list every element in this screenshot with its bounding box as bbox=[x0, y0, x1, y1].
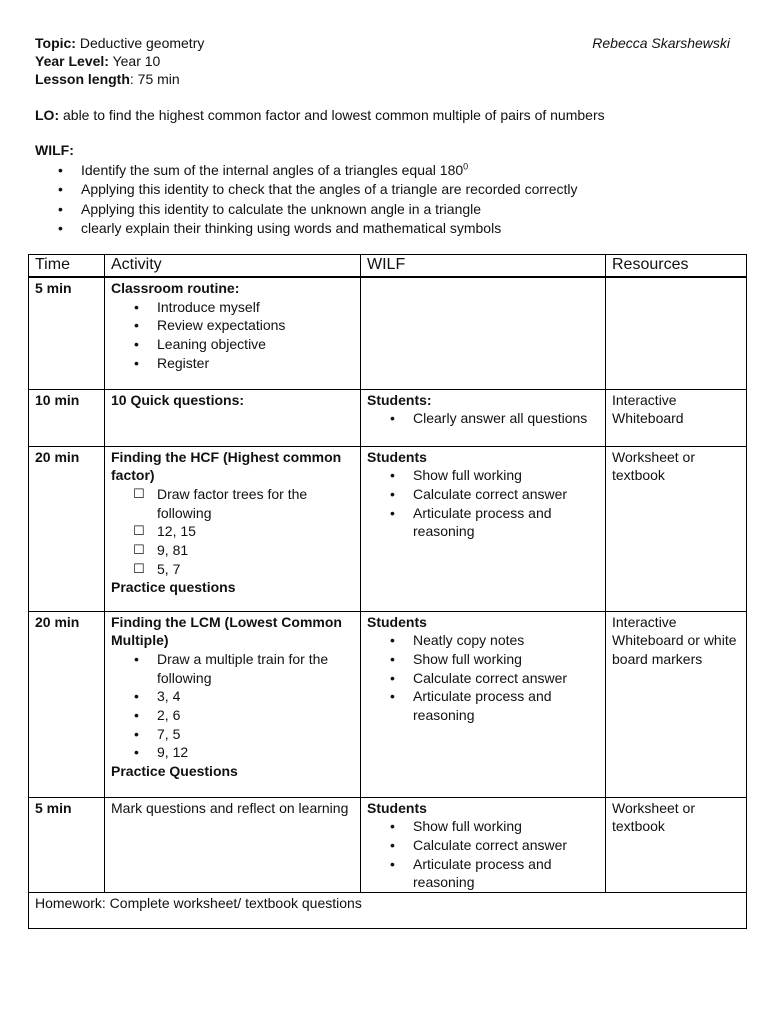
length-value: : 75 min bbox=[129, 71, 180, 87]
list-item: • Leaning objective bbox=[111, 335, 354, 354]
table-header-row bbox=[29, 255, 747, 278]
homework-row bbox=[29, 893, 747, 929]
resources-cell bbox=[606, 277, 747, 389]
header-activity: Activity bbox=[105, 255, 361, 278]
list-item: • 3, 4 bbox=[111, 687, 354, 706]
resources-cell: Interactive Whiteboard or white board markers bbox=[606, 611, 747, 797]
degree-superscript: 0 bbox=[463, 160, 469, 171]
resources-cell: Worksheet or textbook bbox=[606, 797, 747, 893]
checklist-item: ☐ Draw factor trees for the following bbox=[111, 485, 354, 522]
wilf-list bbox=[367, 466, 599, 541]
list-item: • Register bbox=[111, 354, 354, 373]
time-cell: 20 min bbox=[29, 611, 105, 797]
wilf-title: Students bbox=[367, 448, 427, 465]
list-item: • Show full working bbox=[367, 650, 599, 669]
wilf-item: • Identify the sum of the internal angles of a triangles equal $180^0$ bbox=[35, 161, 735, 181]
wilf-item: • clearly explain their thinking using words and mathematical symbols bbox=[35, 219, 735, 239]
list-item: • Calculate correct answer bbox=[367, 669, 599, 688]
time-cell: 10 min bbox=[29, 389, 105, 446]
activity-list bbox=[111, 298, 354, 373]
activity-title: Finding the HCF (Highest common factor) bbox=[111, 448, 342, 484]
wilf-item: • Applying this identity to check that the angles of a triangle are recorded correctly bbox=[35, 180, 735, 200]
table-row bbox=[29, 797, 747, 893]
list-item: • 9, 12 bbox=[111, 743, 354, 762]
list-item: • 7, 5 bbox=[111, 725, 354, 744]
time-cell: 5 min bbox=[29, 797, 105, 893]
topic-label: Topic: bbox=[35, 35, 76, 51]
activity-list bbox=[111, 650, 354, 762]
list-item: • Articulate process and reasoning bbox=[367, 687, 599, 724]
activity-cell bbox=[105, 389, 361, 446]
learning-objective bbox=[35, 106, 735, 124]
list-item: • Show full working bbox=[367, 466, 599, 485]
wilf-cell bbox=[361, 277, 606, 389]
wilf-list bbox=[367, 409, 599, 428]
homework-cell: Homework: Complete worksheet/ textbook questions bbox=[29, 893, 747, 929]
lo-text: able to find the highest common factor and lowest common multiple of pairs of numbers bbox=[63, 107, 605, 123]
list-item: • 2, 6 bbox=[111, 706, 354, 725]
author-name: Rebecca Skarshewski bbox=[592, 35, 730, 51]
year-label: Year Level: bbox=[35, 53, 109, 69]
lesson-plan-table bbox=[28, 254, 747, 929]
wilf-list bbox=[35, 161, 735, 239]
table-row bbox=[29, 389, 747, 446]
year-level-line bbox=[35, 52, 204, 70]
time-cell: 5 min bbox=[29, 277, 105, 389]
activity-footer: Practice questions bbox=[111, 579, 236, 596]
activity-title: 10 Quick questions: bbox=[111, 391, 245, 408]
wilf-cell bbox=[361, 389, 606, 446]
activity-cell bbox=[105, 446, 361, 611]
wilf-cell bbox=[361, 611, 606, 797]
wilf-list bbox=[367, 817, 599, 892]
checklist-item: ☐ 5, 7 bbox=[111, 560, 354, 579]
lesson-header bbox=[35, 34, 204, 88]
list-item: • Neatly copy notes bbox=[367, 631, 599, 650]
checklist-item: ☐ 12, 15 bbox=[111, 522, 354, 541]
topic-value: Deductive geometry bbox=[79, 35, 205, 51]
list-item: • Clearly answer all questions bbox=[367, 409, 599, 428]
list-item: • Review expectations bbox=[111, 316, 354, 335]
topic-line bbox=[35, 34, 204, 52]
table-row bbox=[29, 611, 747, 797]
time-cell: 20 min bbox=[29, 446, 105, 611]
list-item: • Introduce myself bbox=[111, 298, 354, 317]
lo-label: LO: bbox=[35, 107, 60, 123]
activity-title: Classroom routine: bbox=[111, 280, 240, 296]
wilf-title: Students bbox=[367, 799, 427, 816]
activity-cell: Mark questions and reflect on learning bbox=[105, 797, 361, 893]
table-row bbox=[29, 446, 747, 611]
wilf-cell bbox=[361, 797, 606, 893]
table-row bbox=[29, 277, 747, 389]
year-value: Year 10 bbox=[112, 53, 161, 69]
header-wilf: WILF bbox=[361, 255, 606, 278]
wilf-label: WILF: bbox=[35, 142, 74, 158]
wilf-title: Students bbox=[367, 613, 427, 630]
activity-title: Finding the LCM (Lowest Common Multiple) bbox=[111, 613, 342, 649]
wilf-list bbox=[367, 631, 599, 725]
lesson-length-line bbox=[35, 70, 204, 88]
wilf-item: • Applying this identity to calculate the unknown angle in a triangle bbox=[35, 200, 735, 220]
list-item: • Articulate process and reasoning bbox=[367, 504, 599, 541]
list-item: • Articulate process and reasoning bbox=[367, 855, 599, 892]
checklist-item: ☐ 9, 81 bbox=[111, 541, 354, 560]
list-item: • Calculate correct answer bbox=[367, 836, 599, 855]
list-item: • Calculate correct answer bbox=[367, 485, 599, 504]
wilf-title: Students: bbox=[367, 391, 432, 408]
activity-footer: Practice Questions bbox=[111, 763, 238, 780]
resources-cell: Worksheet or textbook bbox=[606, 446, 747, 611]
header-resources: Resources bbox=[606, 255, 747, 278]
length-label: Lesson length bbox=[35, 71, 130, 87]
list-item: • Draw a multiple train for the following bbox=[111, 650, 354, 687]
activity-cell bbox=[105, 277, 361, 389]
wilf-cell bbox=[361, 446, 606, 611]
resources-cell: Interactive Whiteboard bbox=[606, 389, 747, 446]
activity-checklist bbox=[111, 485, 354, 579]
wilf-section bbox=[35, 141, 735, 239]
list-item: • Show full working bbox=[367, 817, 599, 836]
activity-cell bbox=[105, 611, 361, 797]
header-time: Time bbox=[29, 255, 105, 278]
